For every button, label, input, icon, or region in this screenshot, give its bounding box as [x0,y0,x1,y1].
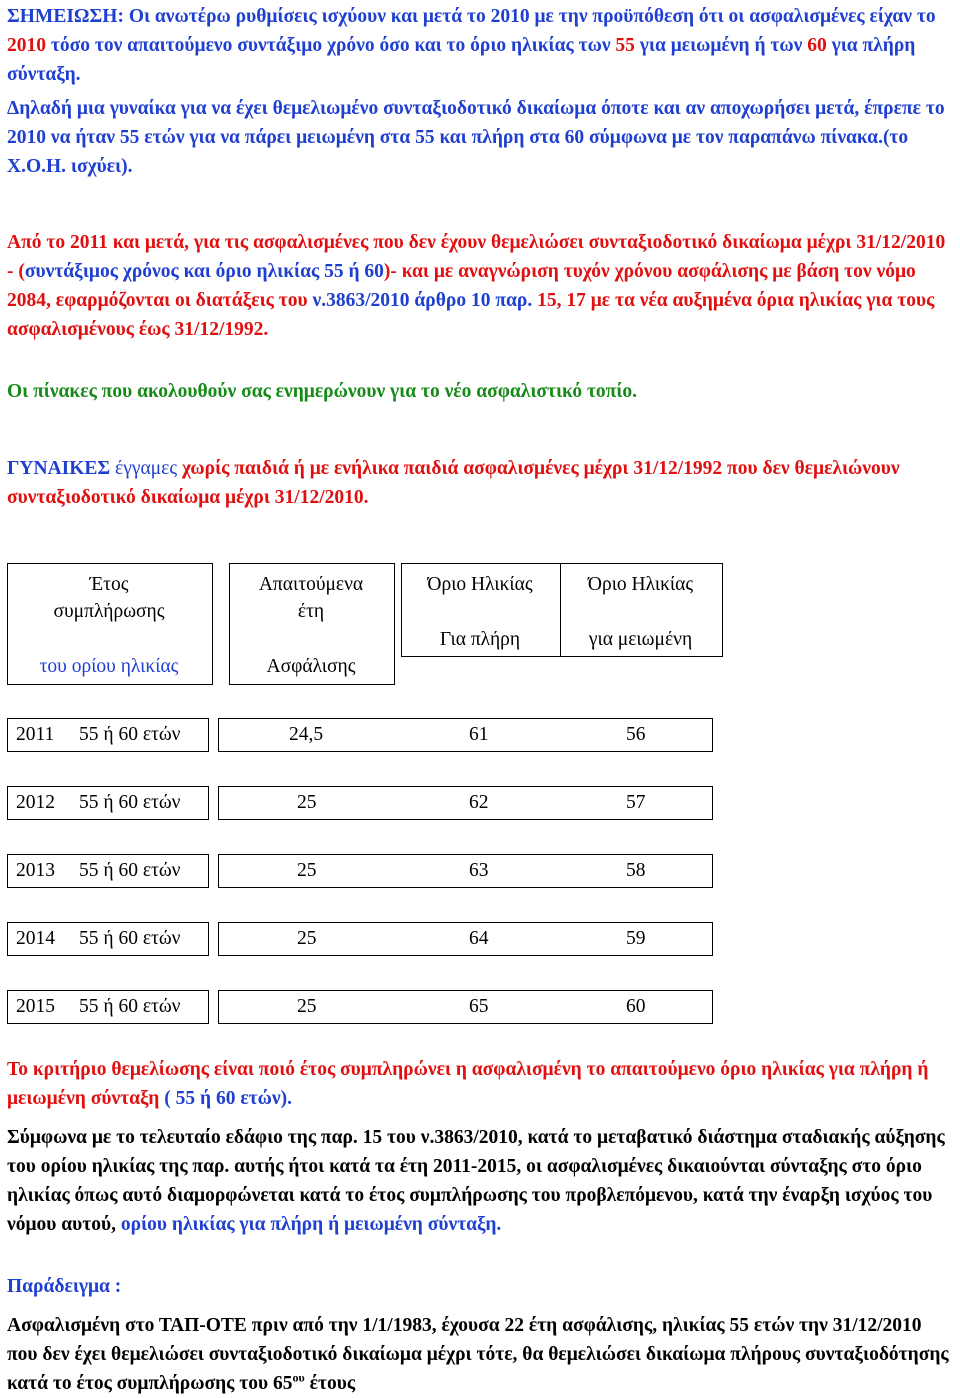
header-reduced-line2: για μειωμένη [588,629,693,650]
table-row [7,922,711,956]
row-reduced-age: 59 [626,928,646,949]
women-heading [7,454,955,512]
women-heading-text-3: χωρίς παιδιά ή με ενήλικα παιδιά ασφαλισμένες μέχρι 31/12/1992 που δεν θεμελιώνουν συνταξιοδοτικό δικαίωμα μέχρι 31/12/2010. [7,458,900,508]
law-text-2: ορίου ηλικίας για πλήρη ή μειωμένη σύνταξη. [120,1214,502,1235]
row-required-years: 24,5 [289,724,324,745]
after-2011-text-5: 15, 17 με τα νέα αυξημένα όρια ηλικίας για τους ασφαλισμένους έως 31/12/1992. [7,290,935,340]
row-age: 55 ή 60 ετών [79,860,181,881]
header-required-line2: έτη [297,601,325,622]
row-full-age: 64 [469,928,489,949]
row-reduced-age: 57 [626,792,646,813]
table-row [7,718,711,752]
after-2011-text-4: ν.3863/2010 άρθρο 10 παρ. [312,290,533,311]
note-text-3: για μειωμένη ή των [634,35,808,56]
table-row [7,854,711,888]
note-age-60: 60 [807,35,827,56]
after-2011-text-3: )- και με αναγνώριση τυχόν χρόνου ασφάλισης με βάση τον νόμο 2084, εφαρμόζονται οι διατάξεις του [7,261,916,311]
row-full-age: 62 [469,792,489,813]
women-explanation-text: Δηλαδή μια γυναίκα για να έχει θεμελιωμένο συνταξιοδοτικό δικαίωμα όποτε και αν αποχωρήσει μετά, έπρεπε το 2010 να ήταν 55 ετών για να πάρει μειωμένη στα 55 και πλήρη στα 60 σύμφωνα με τον παραπάνω πίνακα.(το Χ.Ο.Η. ισχύει). [7,98,945,177]
example-paragraph [7,1311,955,1398]
example-superscript: ου [292,1370,305,1385]
example-text-2: έτους [304,1373,356,1394]
row-reduced-age: 60 [626,996,646,1017]
women-explanation-paragraph [7,94,955,181]
header-col-full-age [401,571,559,653]
table-header [7,563,721,685]
after-2011-paragraph [7,228,955,344]
header-col-reduced-age [560,571,721,653]
header-col-year [7,571,211,680]
example-label [7,1272,955,1301]
note-year-2010: 2010 [7,35,46,56]
row-required-years: 25 [297,792,317,813]
note-text-4: για πλήρη σύνταξη. [7,35,916,85]
note-label: ΣΗΜΕΙΩΣΗ: [7,6,124,27]
row-required-years: 25 [297,996,317,1017]
row-required-years: 25 [297,860,317,881]
header-reduced-line1: Όριο Ηλικίας [587,574,694,595]
header-year-line2: συμπλήρωσης [53,601,165,622]
row-age: 55 ή 60 ετών [79,928,181,949]
header-year-line3: του ορίου ηλικίας [39,656,179,677]
row-year: 2012 [16,792,55,813]
women-heading-label: ΓΥΝΑΙΚΕΣ [7,458,111,479]
example-label-text: Παράδειγμα : [7,1276,122,1297]
note-paragraph [7,2,955,89]
row-reduced-age: 58 [626,860,646,881]
row-required-years: 25 [297,928,317,949]
header-full-line1: Όριο Ηλικίας [427,574,533,595]
row-full-age: 63 [469,860,489,881]
women-heading-text-2: έγγαμες [110,458,182,479]
row-full-age: 65 [469,996,489,1017]
row-year: 2013 [16,860,55,881]
criterion-text-2: ( 55 ή 60 ετών). [164,1088,292,1109]
row-full-age: 61 [469,724,489,745]
table-row [7,990,711,1024]
header-col-required-years [229,571,393,680]
tables-info-text: Οι πίνακες που ακολουθούν σας ενημερώνουν για το νέο ασφαλιστικό τοπίο. [7,381,638,402]
note-text-1: Οι ανωτέρω ρυθμίσεις ισχύουν και μετά το 2010 με την προϋπόθεση ότι οι ασφαλισμένες είχαν το [123,6,936,27]
note-age-55: 55 [615,35,635,56]
criterion-paragraph [7,1055,955,1113]
row-age: 55 ή 60 ετών [79,724,181,745]
tables-info-paragraph [7,377,955,406]
note-text-2: τόσο τον απαιτούμενο συντάξιμο χρόνο όσο και το όριο ηλικίας των [46,35,616,56]
row-year: 2014 [16,928,55,949]
row-reduced-age: 56 [626,724,646,745]
example-text-1: Ασφαλισμένη στο ΤΑΠ-ΟΤΕ πριν από την 1/1/1983, έχουσα 22 έτη ασφάλισης, ηλικίας 55 ετών την 31/12/2010 που δεν έχει θεμελιώσει συνταξιοδοτικό δικαίωμα μέχρι τότε, θα θεμελιώσει δικαίωμα πλήρους συνταξιοδότησης κατά το έτος συμπλήρωσης του 65 [7,1315,949,1394]
table-row [7,786,711,820]
row-age: 55 ή 60 ετών [79,996,181,1017]
criterion-text-1: Το κριτήριο θεμελίωσης είναι ποιό έτος συμπληρώνει η ασφαλισμένη το απαιτούμενο όριο ηλικίας για πλήρη ή μειωμένη σύνταξη [7,1059,929,1109]
header-year-line1: Έτος [89,574,129,595]
header-full-line2: Για πλήρη [439,629,521,650]
row-year: 2015 [16,996,55,1017]
row-age: 55 ή 60 ετών [79,792,181,813]
law-text-1: Σύμφωνα με το τελευταίο εδάφιο της παρ. 15 του ν.3863/2010, κατά το μεταβατικό διάστημα σταδιακής αύξησης του ορίου ηλικίας της παρ. αυτής ήτοι κατά τα έτη 2011-2015, οι ασφαλισμένες δικαιούνται σύνταξης στο όριο ηλικίας όπως αυτό διαμορφώνεται κατά το έτος συμπλήρωσης του προβλεπόμενου, κατά την έναρξη ισχύος του νόμου αυτού, [7,1127,945,1235]
header-required-line1: Απαιτούμενα [258,574,364,595]
row-year: 2011 [16,724,55,745]
header-required-line3: Ασφάλισης [266,656,356,677]
law-paragraph [7,1123,955,1239]
after-2011-text-2: συντάξιμος χρόνος και όριο ηλικίας 55 ή 60 [24,261,384,282]
after-2011-text-1: Από το 2011 και μετά, για τις ασφαλισμένες που δεν έχουν θεμελιώσει συνταξιοδοτικό δικαίωμα μέχρι 31/12/2010 - ( [7,232,946,282]
